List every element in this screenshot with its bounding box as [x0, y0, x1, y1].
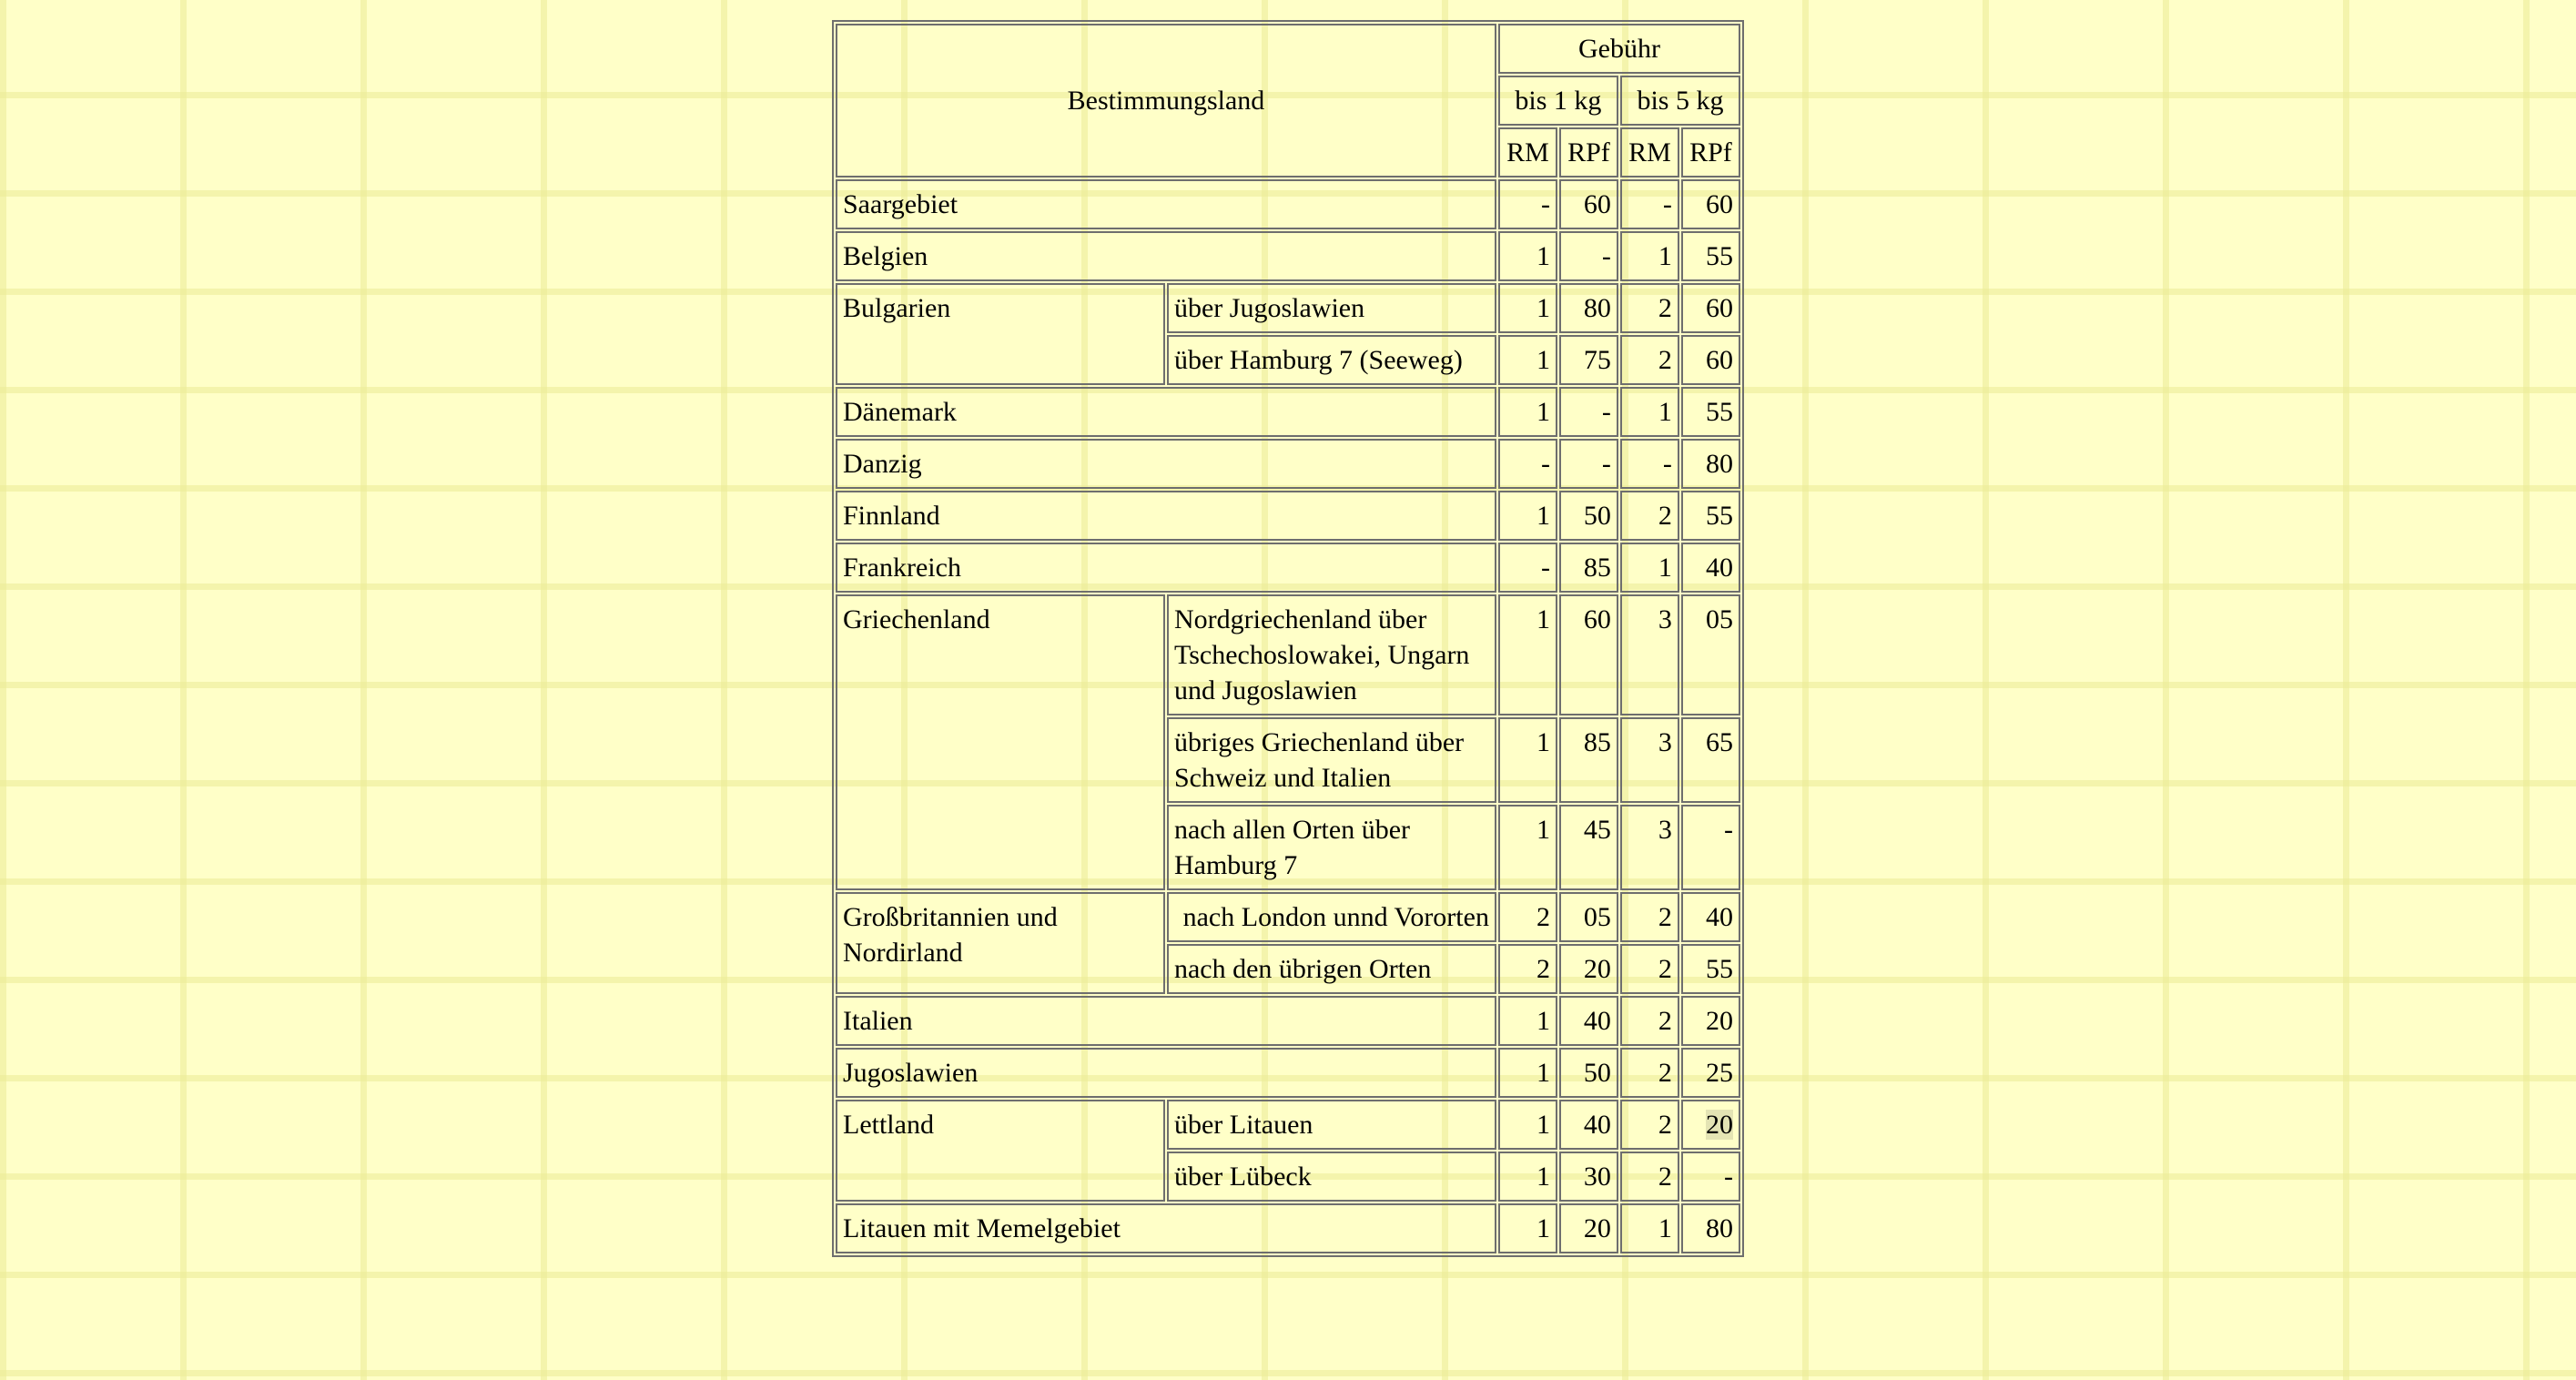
country-cell: Litauen mit Memelgebiet [836, 1203, 1496, 1253]
fee-table-container [832, 20, 1744, 1257]
fee-rpf-1kg: 40 [1559, 996, 1618, 1046]
fee-rm-1kg: 1 [1498, 805, 1557, 890]
fee-rpf-5kg: 25 [1681, 1048, 1740, 1098]
table-row [836, 1203, 1740, 1253]
route-cell: nach allen Orten über Hamburg 7 [1167, 805, 1496, 890]
fee-rpf-1kg: 05 [1559, 892, 1618, 942]
fee-rm-5kg: 2 [1620, 1048, 1679, 1098]
fee-rpf-1kg: 80 [1559, 283, 1618, 333]
fee-rpf-5kg: 55 [1681, 231, 1740, 281]
fee-rpf-5kg [1681, 1100, 1740, 1150]
table-row [836, 594, 1740, 715]
fee-rpf-1kg: - [1559, 439, 1618, 489]
fee-rm-5kg: 1 [1620, 387, 1679, 437]
fee-rpf-5kg: - [1681, 1152, 1740, 1202]
table-row [836, 892, 1740, 942]
fee-rpf-5kg: 60 [1681, 179, 1740, 229]
fee-rpf-1kg: - [1559, 387, 1618, 437]
highlighted-value: 20 [1706, 1110, 1733, 1140]
table-row [836, 1100, 1740, 1150]
fee-rm-1kg: 1 [1498, 335, 1557, 385]
fee-rm-1kg: 1 [1498, 594, 1557, 715]
fee-rpf-5kg: - [1681, 805, 1740, 890]
country-cell: Danzig [836, 439, 1496, 489]
header-rm-1kg: RM [1498, 127, 1557, 178]
route-cell: über Lübeck [1167, 1152, 1496, 1202]
fee-rm-1kg: 1 [1498, 231, 1557, 281]
fee-rm-1kg: - [1498, 179, 1557, 229]
header-rm-5kg: RM [1620, 127, 1679, 178]
fee-rm-1kg: 1 [1498, 491, 1557, 541]
fee-rm-1kg: 1 [1498, 1152, 1557, 1202]
fee-rpf-1kg: - [1559, 231, 1618, 281]
table-row [836, 231, 1740, 281]
country-cell: Lettland [836, 1100, 1165, 1202]
fee-rm-5kg: 2 [1620, 944, 1679, 994]
country-cell: Bulgarien [836, 283, 1165, 385]
fee-rpf-1kg: 85 [1559, 717, 1618, 803]
fee-rpf-1kg: 45 [1559, 805, 1618, 890]
route-cell: über Jugoslawien [1167, 283, 1496, 333]
fee-rpf-1kg: 60 [1559, 179, 1618, 229]
country-cell: Belgien [836, 231, 1496, 281]
route-cell: Nordgriechenland über Tschechoslowakei, Ungarn und Jugoslawien [1167, 594, 1496, 715]
fee-rpf-5kg: 20 [1681, 996, 1740, 1046]
table-row [836, 439, 1740, 489]
country-cell: Frankreich [836, 543, 1496, 593]
table-row [836, 491, 1740, 541]
fee-rm-1kg: 1 [1498, 1048, 1557, 1098]
fee-table [832, 20, 1744, 1257]
fee-rm-1kg: 1 [1498, 1100, 1557, 1150]
header-fee: Gebühr [1498, 24, 1740, 74]
route-cell: übriges Griechenland über Schweiz und Italien [1167, 717, 1496, 803]
fee-rpf-5kg: 40 [1681, 543, 1740, 593]
fee-rpf-1kg: 20 [1559, 1203, 1618, 1253]
fee-rpf-1kg: 20 [1559, 944, 1618, 994]
fee-rpf-5kg: 80 [1681, 1203, 1740, 1253]
fee-rm-1kg: - [1498, 543, 1557, 593]
fee-rm-1kg: 1 [1498, 1203, 1557, 1253]
fee-rpf-5kg: 55 [1681, 387, 1740, 437]
header-up-to-5kg: bis 5 kg [1620, 76, 1740, 126]
header-country: Bestimmungsland [836, 24, 1496, 178]
fee-rpf-1kg: 85 [1559, 543, 1618, 593]
country-cell: Finnland [836, 491, 1496, 541]
table-row [836, 543, 1740, 593]
fee-rpf-1kg: 60 [1559, 594, 1618, 715]
fee-rm-5kg: 2 [1620, 491, 1679, 541]
fee-rm-5kg: 2 [1620, 996, 1679, 1046]
fee-rm-5kg: 3 [1620, 805, 1679, 890]
fee-rm-1kg: 1 [1498, 283, 1557, 333]
fee-rpf-1kg: 50 [1559, 1048, 1618, 1098]
country-cell: Italien [836, 996, 1496, 1046]
country-cell: Griechenland [836, 594, 1165, 890]
table-row [836, 179, 1740, 229]
country-cell: Dänemark [836, 387, 1496, 437]
fee-rpf-5kg: 55 [1681, 944, 1740, 994]
table-row [836, 1048, 1740, 1098]
fee-rpf-5kg: 65 [1681, 717, 1740, 803]
route-cell: nach den übrigen Orten [1167, 944, 1496, 994]
fee-rm-5kg: 3 [1620, 717, 1679, 803]
header-up-to-1kg: bis 1 kg [1498, 76, 1618, 126]
fee-rpf-5kg: 05 [1681, 594, 1740, 715]
fee-rm-5kg: 2 [1620, 335, 1679, 385]
fee-rpf-1kg: 50 [1559, 491, 1618, 541]
fee-rm-5kg: 1 [1620, 1203, 1679, 1253]
fee-rm-1kg: 1 [1498, 996, 1557, 1046]
country-cell: Saargebiet [836, 179, 1496, 229]
fee-rm-5kg: 2 [1620, 1100, 1679, 1150]
route-cell: über Litauen [1167, 1100, 1496, 1150]
fee-rpf-1kg: 40 [1559, 1100, 1618, 1150]
route-cell: über Hamburg 7 (Seeweg) [1167, 335, 1496, 385]
fee-rm-5kg: 2 [1620, 1152, 1679, 1202]
fee-rm-5kg: 2 [1620, 892, 1679, 942]
fee-rpf-1kg: 30 [1559, 1152, 1618, 1202]
fee-rpf-5kg: 80 [1681, 439, 1740, 489]
fee-rpf-5kg: 55 [1681, 491, 1740, 541]
fee-rm-1kg: 2 [1498, 944, 1557, 994]
table-row [836, 387, 1740, 437]
fee-rm-1kg: 1 [1498, 387, 1557, 437]
country-cell: Großbritannien und Nordirland [836, 892, 1165, 994]
fee-rm-5kg: - [1620, 439, 1679, 489]
header-rpf-1kg: RPf [1559, 127, 1618, 178]
fee-rpf-1kg: 75 [1559, 335, 1618, 385]
fee-rpf-5kg: 60 [1681, 335, 1740, 385]
table-row [836, 283, 1740, 333]
fee-rm-5kg: - [1620, 179, 1679, 229]
fee-rm-5kg: 2 [1620, 283, 1679, 333]
fee-rm-1kg: - [1498, 439, 1557, 489]
fee-rpf-5kg: 40 [1681, 892, 1740, 942]
fee-rm-5kg: 1 [1620, 543, 1679, 593]
table-row [836, 996, 1740, 1046]
fee-rm-1kg: 2 [1498, 892, 1557, 942]
route-cell: nach London unnd Vororten [1167, 892, 1496, 942]
header-rpf-5kg: RPf [1681, 127, 1740, 178]
country-cell: Jugoslawien [836, 1048, 1496, 1098]
fee-rm-5kg: 1 [1620, 231, 1679, 281]
fee-rpf-5kg: 60 [1681, 283, 1740, 333]
fee-rm-5kg: 3 [1620, 594, 1679, 715]
fee-rm-1kg: 1 [1498, 717, 1557, 803]
